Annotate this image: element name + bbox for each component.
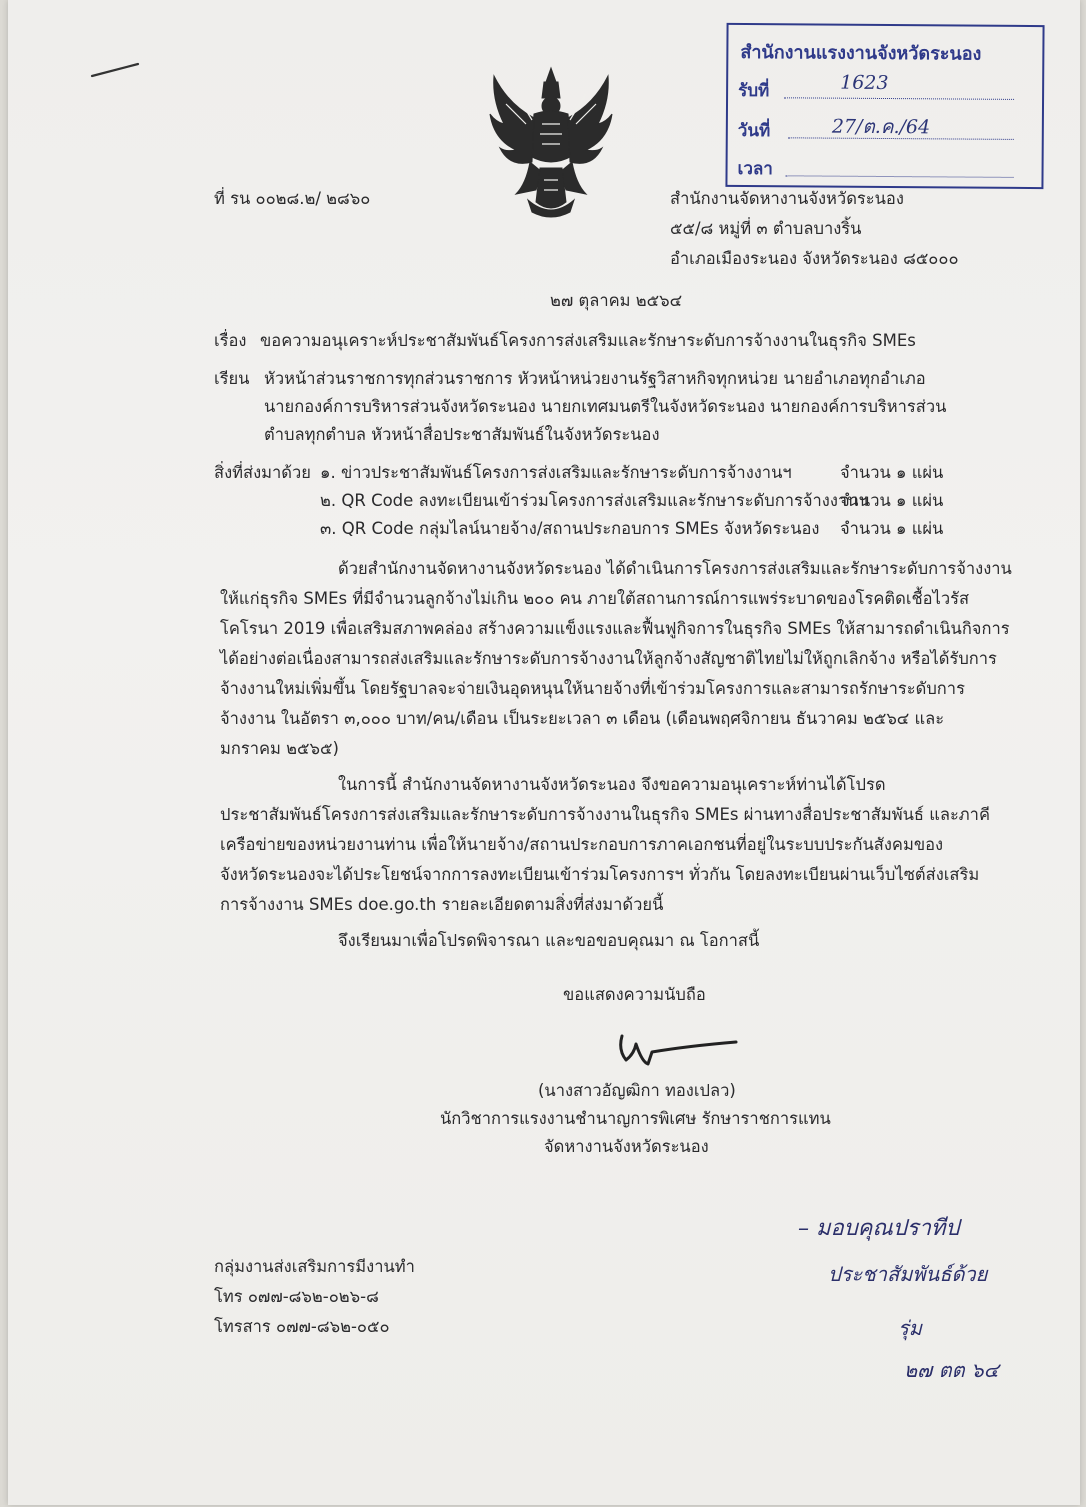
office-address-line2: อำเภอเมืองระนอง จังหวัดระนอง ๘๕๐๐๐ xyxy=(670,249,959,268)
body-line: ให้แก่ธุรกิจ SMEs ที่มีจำนวนลูกจ้างไม่เกิน ๒๐๐ คน ภายใต้สถานการณ์การแพร่ระบาดของโรคติดเชื้อไวรัส xyxy=(220,589,970,608)
subject-label: เรื่อง xyxy=(214,331,247,350)
signature-mark xyxy=(608,1026,748,1076)
subject-text: ขอความอนุเคราะห์ประชาสัมพันธ์โครงการส่งเสริมและรักษาระดับการจ้างงานในธุรกิจ SMEs xyxy=(260,331,916,350)
enclosure-qty: จำนวน ๑ แผ่น xyxy=(840,463,944,482)
body-line: เครือข่ายของหน่วยงานท่าน เพื่อให้นายจ้าง/สถานประกอบการภาคเอกชนที่อยู่ในระบบประกันสังคมของ xyxy=(220,835,944,854)
body-line: ในการนี้ สำนักงานจัดหางานจังหวัดระนอง จึงขอความอนุเคราะห์ท่านได้โปรด xyxy=(338,775,886,794)
handwritten-date: ๒๗ ตต ๖๔ xyxy=(904,1358,999,1382)
enclosure-qty: จำนวน ๑ แผ่น xyxy=(840,491,944,510)
stamp-date-label: วันที่ xyxy=(737,120,771,142)
body-line: ด้วยสำนักงานจัดหางานจังหวัดระนอง ได้ดำเนินการโครงการส่งเสริมและรักษาระดับการจ้างงาน xyxy=(338,559,1012,578)
office-address-line1: ๕๕/๘ หมู่ที่ ๓ ตำบลบางริ้น xyxy=(670,219,862,238)
signer-position-2: จัดหางานจังหวัดระนอง xyxy=(544,1137,709,1156)
stamp-receive-value: 1623 xyxy=(840,71,889,95)
garuda-emblem-icon xyxy=(486,64,616,220)
closing-line: จึงเรียนมาเพื่อโปรดพิจารณา และขอขอบคุณมา ณ โอกาสนี้ xyxy=(338,931,760,950)
regards: ขอแสดงความนับถือ xyxy=(563,985,706,1004)
stamp-title: สำนักงานแรงงานจังหวัดระนอง xyxy=(740,41,982,65)
stamp-receive-label: รับที่ xyxy=(738,80,770,102)
office-name: สำนักงานจัดหางานจังหวัดระนอง xyxy=(670,189,904,208)
body-line: มกราคม ๒๕๖๕) xyxy=(220,739,339,758)
enclosures-label: สิ่งที่ส่งมาด้วย xyxy=(214,463,311,482)
body-line: โคโรนา 2019 เพื่อเสริมสภาพคล่อง สร้างความแข็งแรงและฟื้นฟูกิจการในธุรกิจ SMEs ให้สามารถดำเนินกิจการ xyxy=(220,619,1010,638)
stamp-date-value: 27/ต.ค./64 xyxy=(831,115,931,139)
body-line: การจ้างงาน SMEs doe.go.th รายละเอียดตามสิ่งที่ส่งมาด้วยนี้ xyxy=(220,895,664,914)
body-line: จ้างงานใหม่เพิ่มขึ้น โดยรัฐบาลจะจ่ายเงินอุดหนุนให้นายจ้างที่เข้าร่วมโครงการและสามารถรักษาระดับการ xyxy=(220,679,965,698)
signer-name: (นางสาวอัญฒิกา ทองเปลว) xyxy=(538,1081,736,1100)
body-line: จังหวัดระนองจะได้ประโยชน์จากการลงทะเบียนเข้าร่วมโครงการฯ ทั่วกัน โดยลงทะเบียนผ่านเว็บไซต์ส่งเสริม xyxy=(220,865,980,884)
pen-mark xyxy=(88,58,148,82)
handwritten-note: – มอบคุณปราทีป xyxy=(798,1216,960,1241)
recipient-line: หัวหน้าส่วนราชการทุกส่วนราชการ หัวหน้าหน่วยงานรัฐวิสาหกิจทุกหน่วย นายอำเภอทุกอำเภอ xyxy=(264,369,926,388)
body-line: จ้างงาน ในอัตรา ๓,๐๐๐ บาท/คน/เดือน เป็นระยะเวลา ๓ เดือน (เดือนพฤศจิกายน ธันวาคม ๒๕๖๔ และ xyxy=(220,709,945,728)
recipient-line: นายกองค์การบริหารส่วนจังหวัดระนอง นายกเทศมนตรีในจังหวัดระนอง นายกองค์การบริหารส่วน xyxy=(264,397,947,416)
contact-fax: โทรสาร ๐๗๗-๘๖๒-๐๕๐ xyxy=(214,1317,390,1336)
enclosure-qty: จำนวน ๑ แผ่น xyxy=(840,519,944,538)
signer-position: นักวิชาการแรงงานชำนาญการพิเศษ รักษาราชการแทน xyxy=(440,1109,831,1128)
recipient-label: เรียน xyxy=(214,369,250,388)
body-line: ประชาสัมพันธ์โครงการส่งเสริมและรักษาระดับการจ้างงานในธุรกิจ SMEs ผ่านทางสื่อประชาสัมพันธ์ และภาคี xyxy=(220,805,990,824)
enclosure-item: ๓. QR Code กลุ่มไลน์นายจ้าง/สถานประกอบการ SMEs จังหวัดระนอง xyxy=(320,519,820,538)
contact-unit: กลุ่มงานส่งเสริมการมีงานทำ xyxy=(214,1257,415,1276)
enclosure-item: ๑. ข่าวประชาสัมพันธ์โครงการส่งเสริมและรักษาระดับการจ้างงานฯ xyxy=(320,463,792,482)
letter-date: ๒๗ ตุลาคม ๒๕๖๔ xyxy=(550,291,683,310)
receipt-stamp xyxy=(725,23,1044,189)
handwritten-initials: รุ่ม xyxy=(898,1316,922,1340)
handwritten-note: ประชาสัมพันธ์ด้วย xyxy=(828,1262,988,1286)
contact-tel: โทร ๐๗๗-๘๖๒-๐๒๖-๘ xyxy=(214,1287,379,1306)
stamp-time-label: เวลา xyxy=(737,158,773,180)
letter-page xyxy=(8,0,1080,1505)
recipient-line: ตำบลทุกตำบล หัวหน้าสื่อประชาสัมพันธ์ในจังหวัดระนอง xyxy=(264,425,660,444)
reference-number: ที่ รน ๐๐๒๘.๒/ ๒๘๖๐ xyxy=(214,189,371,208)
enclosure-item: ๒. QR Code ลงทะเบียนเข้าร่วมโครงการส่งเสริมและรักษาระดับการจ้างงานฯ xyxy=(320,491,868,510)
body-line: ได้อย่างต่อเนื่องสามารถส่งเสริมและรักษาระดับการจ้างงานให้ลูกจ้างสัญชาติไทยไม่ให้ถูกเลิกจ้าง หรือได้รับการ xyxy=(220,649,997,668)
